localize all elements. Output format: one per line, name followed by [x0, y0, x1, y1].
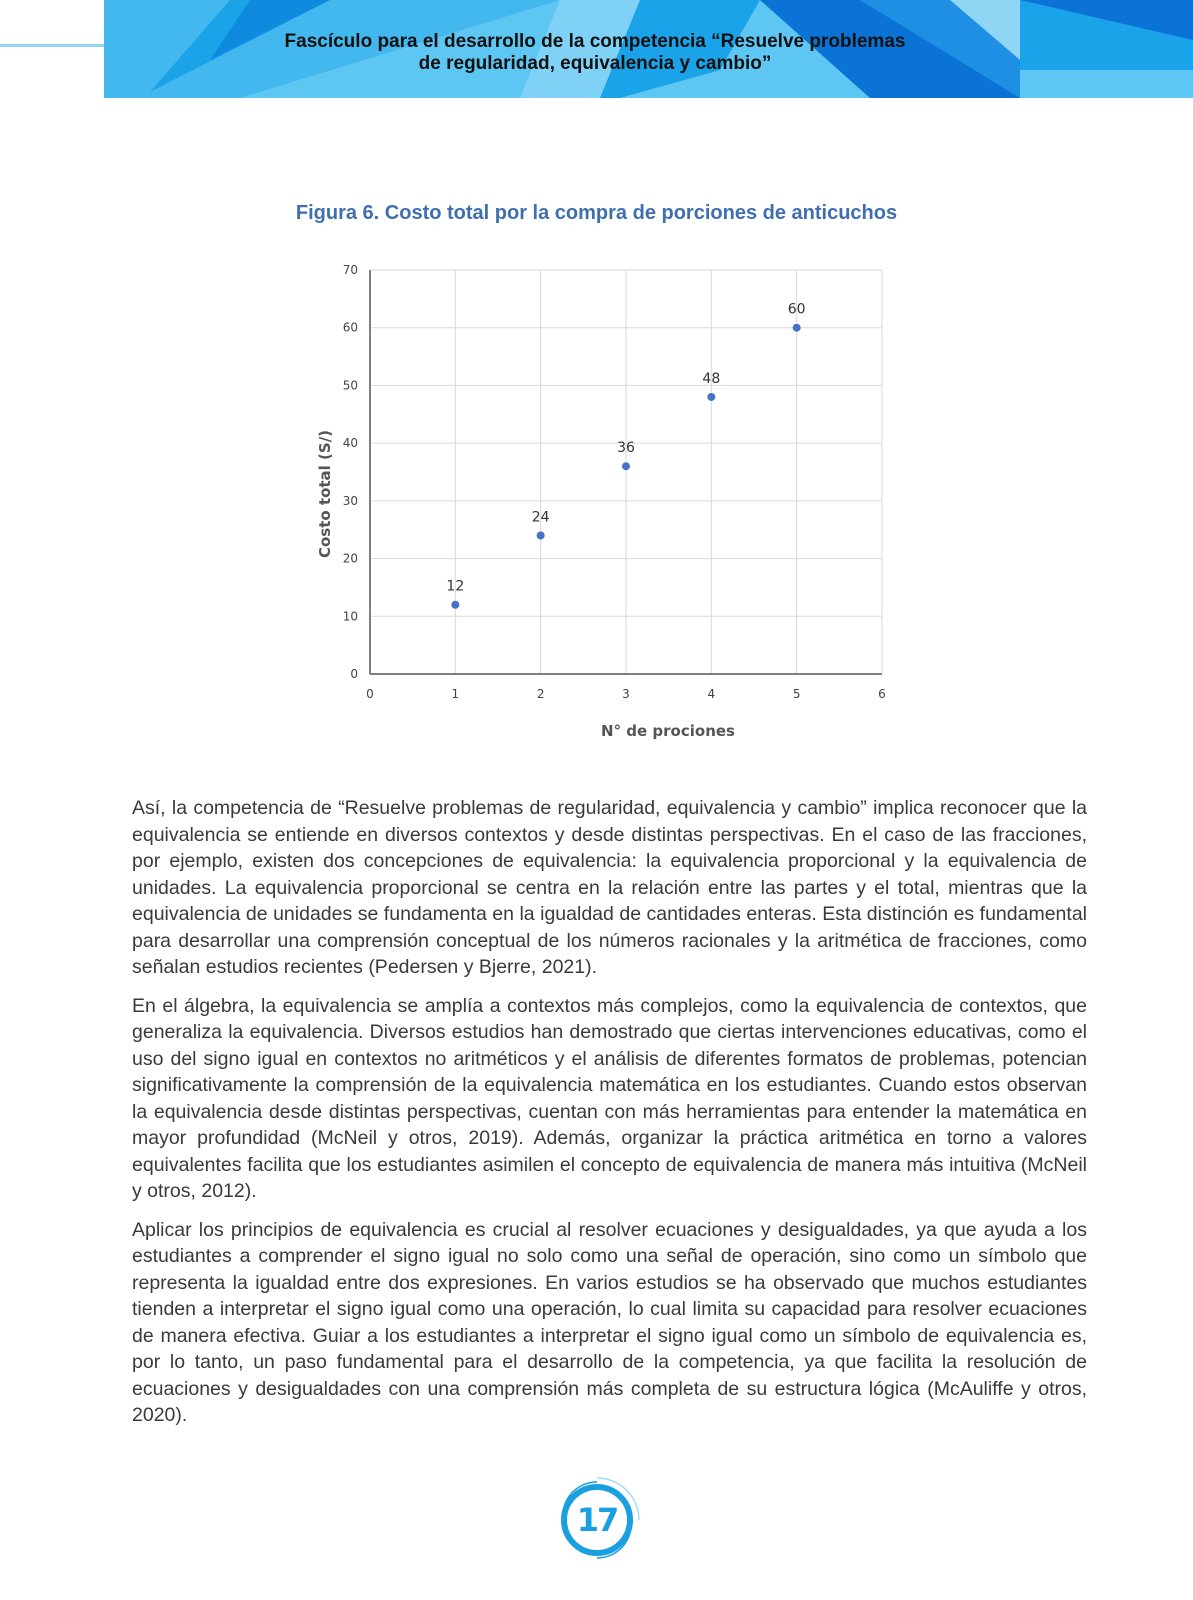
x-tick-label: 4: [707, 687, 716, 701]
y-tick-label: 50: [342, 378, 358, 393]
scatter-chart: [300, 258, 920, 748]
x-tick-label: 2: [536, 687, 545, 701]
page-number: 17: [576, 1501, 618, 1539]
x-tick-label: 5: [792, 687, 801, 701]
body-text: [132, 795, 1087, 1441]
chart-grid: [370, 270, 882, 674]
y-tick-label: 0: [350, 667, 358, 681]
chart-tick-labels: [343, 263, 886, 701]
paragraph-1: Así, la competencia de “Resuelve problemas de regularidad, equivalencia y cambio” implica reconocer que la equivalencia se entiende en diversos contextos y desde distintas perspectivas. En el caso de las fracciones, por ejemplo, existen dos concepciones de equivalencia: la equivalencia proporcional y la equivalencia de unidades. La equivalencia proporcional se centra en la relación entre las partes y el total, mientras que la equivalencia de unidades se fundamenta en la igualdad de cantidades enteras. Esta distinción es fundamental para desarrollar una comprensión conceptual de los números racionales y la aritmética de fracciones, como señalan estudios recientes (Pedersen y Bjerre, 2021).: [132, 797, 1087, 978]
x-tick-label: 3: [622, 687, 630, 701]
data-point: [793, 324, 801, 332]
data-point: [622, 462, 630, 470]
y-axis-label: Costo total (S/): [316, 429, 334, 559]
figure-caption: Figura 6. Costo total por la compra de porciones de anticuchos: [295, 202, 898, 224]
y-tick-label: 30: [342, 493, 358, 508]
y-tick-label: 20: [342, 551, 358, 566]
header-banner: [0, 0, 1193, 100]
data-label: 12: [446, 578, 465, 595]
data-point: [451, 601, 459, 609]
header-title: [230, 31, 960, 75]
data-point: [707, 393, 715, 401]
paragraph-3: Aplicar los principios de equivalencia es crucial al resolver ecuaciones y desigualdades, ya que ayuda a los estudiantes a comprender el signo igual no solo como una señal de operación, sino como un símbolo que representa la igualdad entre dos expresiones. En varios estudios se ha observado que muchos estudiantes tienden a interpretar el signo igual como una operación, lo cual limita su capacidad para resolver ecuaciones de manera efectiva. Guiar a los estudiantes a interpretar el signo igual como un símbolo de equivalencia es, por lo tanto, un paso fundamental para el desarrollo de la competencia, ya que facilita la resolución de ecuaciones y desigualdades con una comprensión más completa de su estructura lógica (McAuliffe y otros, 2020).: [132, 1218, 1087, 1426]
data-label: 24: [531, 509, 550, 526]
data-point: [537, 531, 545, 539]
x-tick-label: 6: [878, 687, 886, 701]
header-title-line-1: Fascículo para el desarrollo de la competencia “Resuelve problemas: [284, 31, 906, 52]
x-tick-label: 0: [366, 687, 374, 701]
page-number-badge: [549, 1472, 645, 1568]
y-tick-label: 40: [342, 436, 358, 451]
y-tick-label: 10: [342, 609, 358, 624]
x-axis-label: N° de prociones: [601, 722, 735, 740]
header-title-line-2: de regularidad, equivalencia y cambio”: [418, 53, 772, 74]
data-label: 60: [787, 301, 806, 318]
y-tick-label: 60: [342, 320, 358, 335]
y-tick-label: 70: [342, 263, 358, 277]
data-label: 36: [617, 440, 635, 457]
data-label: 48: [702, 370, 721, 387]
paragraph-2: En el álgebra, la equivalencia se amplía a contextos más complejos, como la equivalencia de contextos, que generaliza la equivalencia. Diversos estudios han demostrado que ciertas intervenciones educativas, como el uso del signo igual en contextos no aritméticos y el análisis de diferentes formatos de problemas, potencian significativamente la comprensión de la equivalencia matemática en los estudiantes. Cuando estos observan la equivalencia desde distintas perspectivas, cuentan con más herramientas para entender la matemática en mayor profundidad (McNeil y otros, 2019). Además, organizar la práctica aritmética en torno a valores equivalentes facilita que los estudiantes asimilen el concepto de equivalencia de manera más intuitiva (McNeil y otros, 2012).: [132, 994, 1087, 1202]
x-tick-label: 1: [451, 687, 460, 701]
